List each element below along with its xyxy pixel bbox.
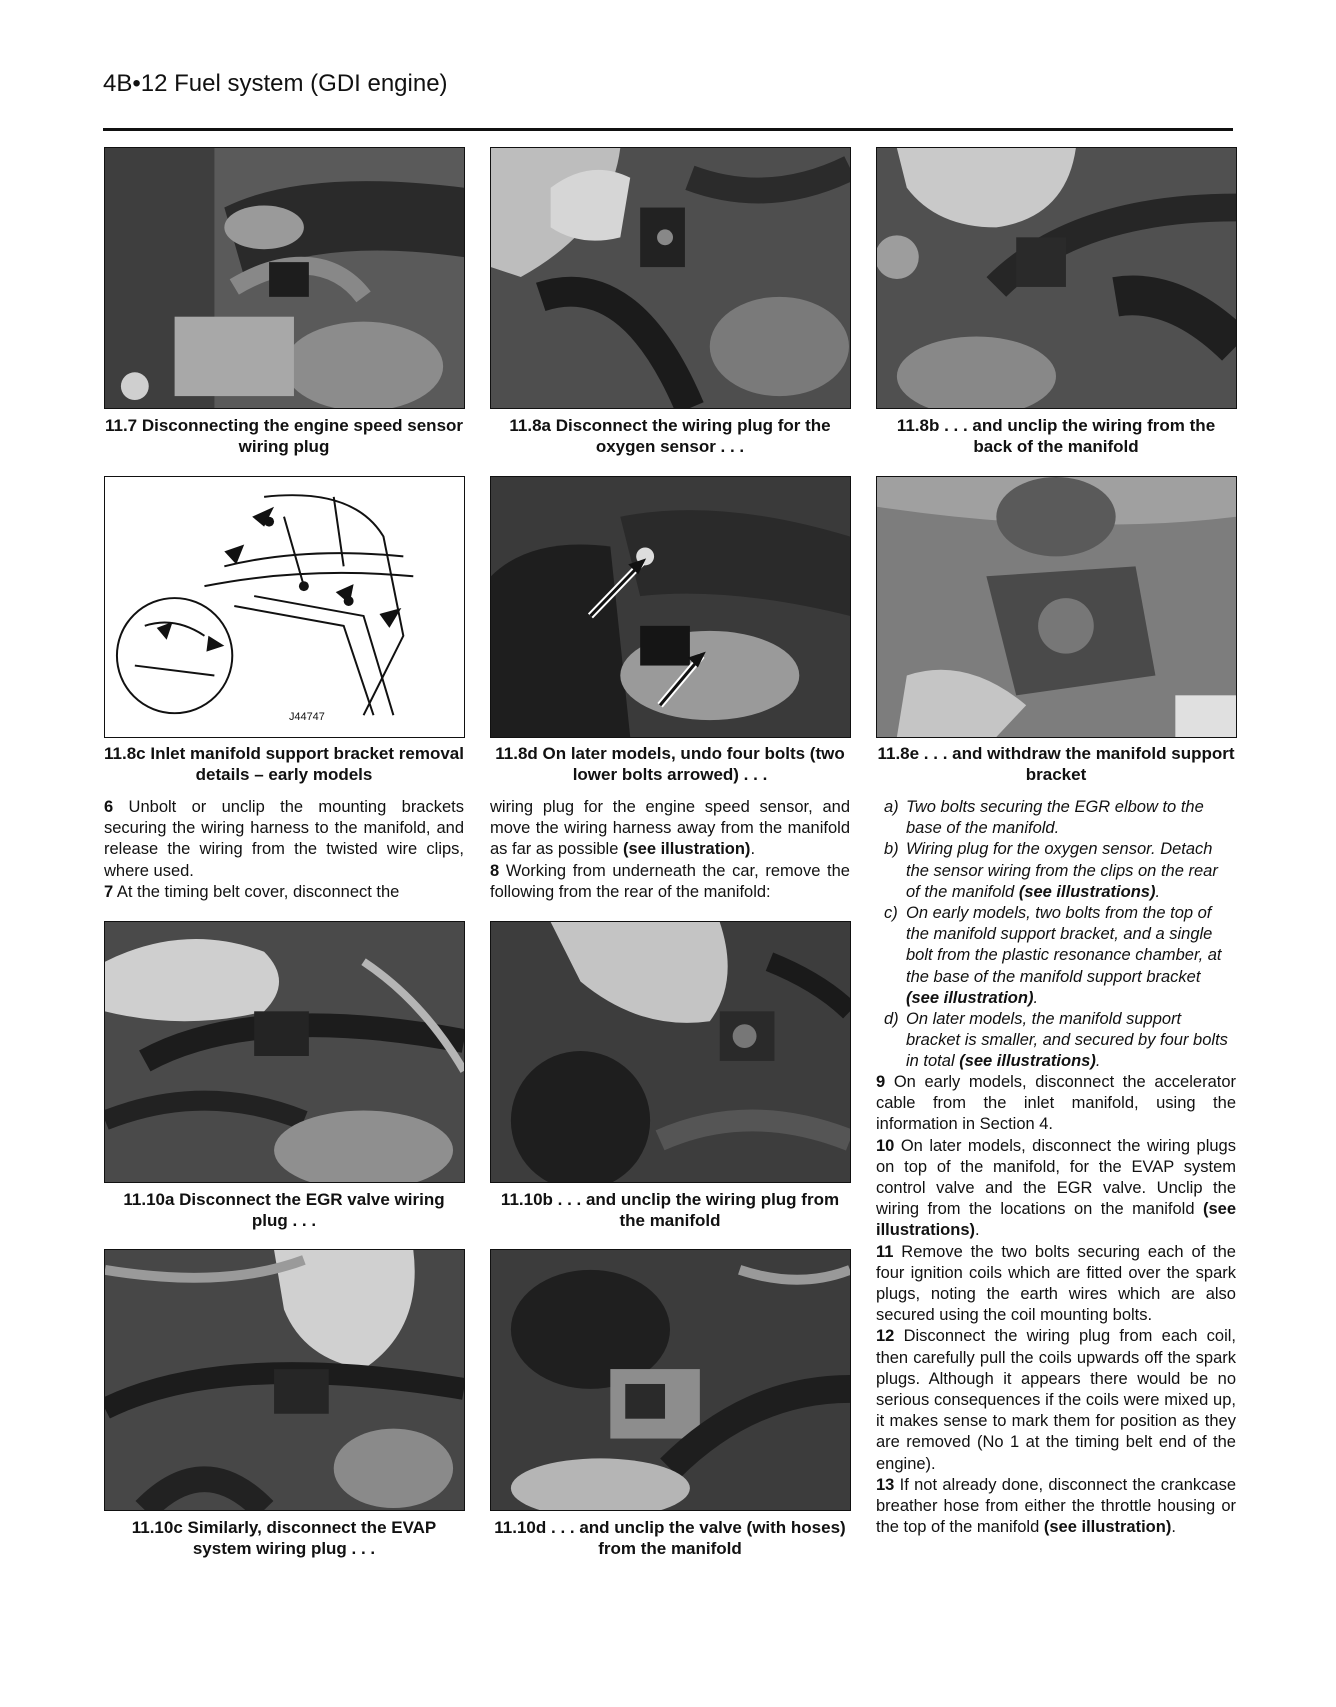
- body-column-3: [876, 1072, 1236, 1538]
- photo-11-8a: [490, 147, 851, 409]
- removal-list: [876, 797, 1236, 1073]
- diagram-ref: J44747: [288, 711, 325, 724]
- para-12: 12 Disconnect the wiring plug from each coil, then carefully pull the coils upwards off the spark plugs. Although it appears there would be no serious consequences if the coils were mixed up, it makes sense to mark them for position as they are removed (No 1 at the timing belt end of the engine).: [876, 1327, 1236, 1473]
- photo-11-10a: [104, 921, 465, 1183]
- list-item-a: a) Two bolts securing the EGR elbow to the base of the manifold.: [884, 798, 1204, 838]
- photo-11-8b: [876, 147, 1237, 409]
- caption-11-10a: 11.10a Disconnect the EGR valve wiring plug . . .: [123, 1190, 445, 1230]
- photo-11-7: [104, 147, 465, 409]
- photo-11-8d: [490, 476, 851, 738]
- caption-11-8b: 11.8b . . . and unclip the wiring from the back of the manifold: [896, 416, 1216, 456]
- list-item-b: b) Wiring plug for the oxygen sensor. Detach the sensor wiring from the clips on the rear of the manifold (see illustrations).: [884, 840, 1218, 901]
- photo-11-8e: [876, 476, 1237, 738]
- photo-11-10c: [104, 1249, 465, 1511]
- para-8: 8 Working from underneath the car, remove the following from the rear of the manifold:: [490, 861, 850, 901]
- photo-11-10b: [490, 921, 851, 1183]
- header-rule: [103, 128, 1233, 131]
- page-header: 4B•12 Fuel system (GDI engine): [103, 70, 448, 97]
- caption-11-7: 11.7 Disconnecting the engine speed sensor wiring plug: [104, 416, 464, 456]
- caption-11-8a: 11.8a Disconnect the wiring plug for the oxygen sensor . . .: [509, 416, 831, 456]
- caption-11-10c: 11.10c Similarly, disconnect the EVAP system wiring plug . . .: [131, 1518, 437, 1558]
- para-7: 7 At the timing belt cover, disconnect the: [104, 882, 400, 901]
- list-item-c: c) On early models, two bolts from the top of the manifold support bracket, and a single bolt from the plastic resonance chamber, at the base of the manifold support bracket (see illustration).: [884, 904, 1222, 1007]
- caption-11-8d: 11.8d On later models, undo four bolts (two lower bolts arrowed) . . .: [495, 744, 845, 784]
- para-6: 6 Unbolt or unclip the mounting brackets securing the wiring harness to the manifold, and release the wiring from the twisted wire clips, where used.: [104, 798, 464, 880]
- caption-11-8e: 11.8e . . . and withdraw the manifold support bracket: [877, 744, 1235, 784]
- caption-11-8c: 11.8c Inlet manifold support bracket removal details – early models: [104, 744, 464, 784]
- diagram-11-8c: [104, 476, 465, 738]
- photo-11-10d: [490, 1249, 851, 1511]
- para-10: 10 On later models, disconnect the wiring plugs on top of the manifold, for the EVAP system control valve and the EGR valve. Unclip the wiring from the locations on the manifold (see illustrations).: [876, 1136, 1236, 1240]
- caption-11-10d: 11.10d . . . and unclip the valve (with hoses) from the manifold: [494, 1518, 846, 1558]
- body-column-2: [490, 797, 850, 903]
- para-9: 9 On early models, disconnect the accelerator cable from the inlet manifold, using the information in Section 4.: [876, 1073, 1236, 1134]
- para-13: 13 If not already done, disconnect the crankcase breather hose from either the throttle housing or the top of the manifold (see illustration).: [876, 1475, 1236, 1537]
- para-11: 11 Remove the two bolts securing each of the four ignition coils which are fitted over the spark plugs, noting the earth wires which are also secured using the coil mounting bolts.: [876, 1242, 1236, 1325]
- body-column-1: [104, 797, 464, 903]
- list-item-d: d) On later models, the manifold support bracket is smaller, and secured by four bolts in total (see illustrations).: [884, 1010, 1228, 1071]
- caption-11-10b: 11.10b . . . and unclip the wiring plug from the manifold: [500, 1190, 840, 1230]
- para-7-cont: wiring plug for the engine speed sensor, and move the wiring harness away from the manifold as far as possible (see illustration).: [490, 798, 850, 859]
